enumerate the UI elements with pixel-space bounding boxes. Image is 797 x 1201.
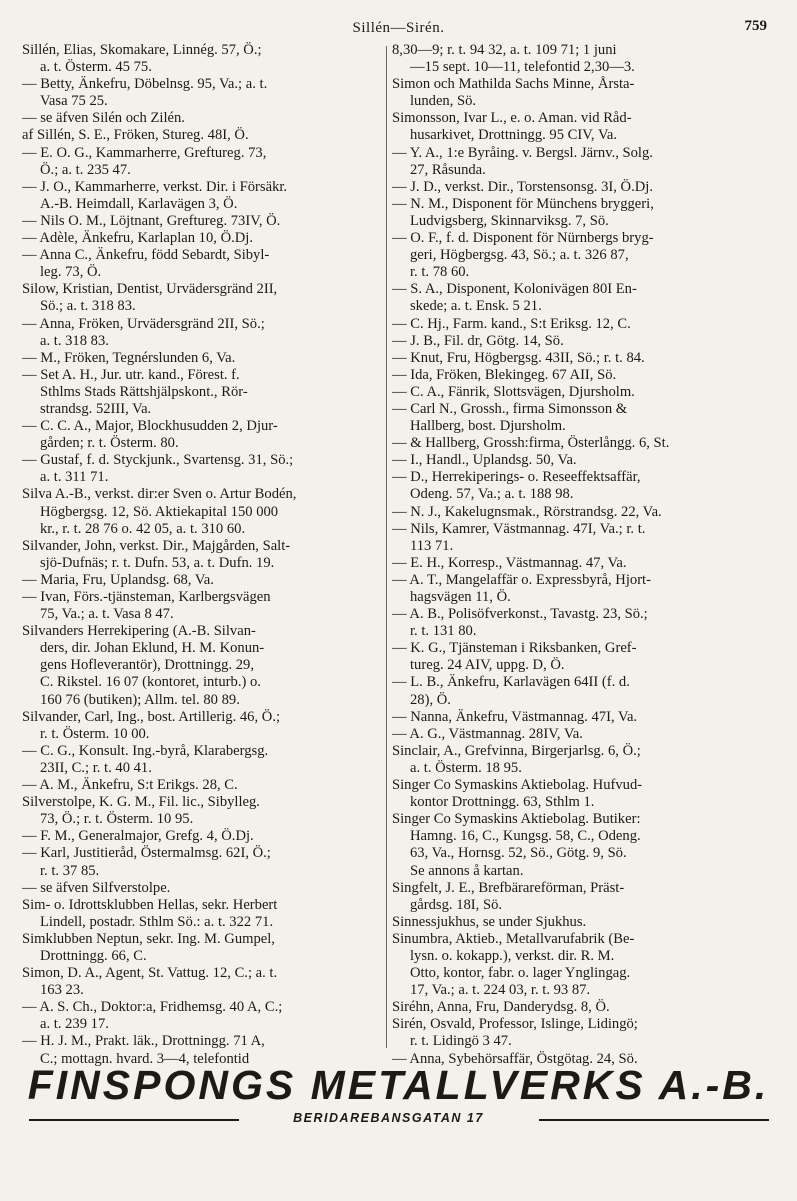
directory-line: Silow, Kristian, Dentist, Urvädersgränd 2II, xyxy=(22,281,278,298)
directory-line: — A. B., Polisöfverkonst., Tavastg. 23, Sö.; xyxy=(392,606,648,623)
directory-line: Hallberg, bost. Djursholm. xyxy=(410,418,566,435)
directory-line: a. t. Österm. 18 95. xyxy=(410,759,522,776)
directory-line: Ludvigsberg, Skinnarviksg. 7, Sö. xyxy=(410,212,609,229)
directory-line: r. t. Lidingö 3 47. xyxy=(410,1033,512,1050)
banner-rule-right xyxy=(539,1119,769,1121)
directory-line: — I., Handl., Uplandsg. 50, Va. xyxy=(392,452,577,469)
directory-line: 27, Råsunda. xyxy=(410,161,486,178)
directory-line: — Maria, Fru, Uplandsg. 68, Va. xyxy=(22,571,214,588)
directory-line: — M., Fröken, Tegnérslunden 6, Va. xyxy=(22,349,236,366)
directory-line: — N. M., Disponent för Münchens bryggeri, xyxy=(392,195,654,212)
directory-line: Hamng. 16, C., Kungsg. 58, C., Odeng. xyxy=(410,828,641,845)
directory-line: — F. M., Generalmajor, Grefg. 4, Ö.Dj. xyxy=(22,828,254,845)
directory-line: leg. 73, Ö. xyxy=(40,264,102,281)
banner-rule-left xyxy=(29,1119,239,1121)
directory-line: 8,30—9; r. t. 94 32, a. t. 109 71; 1 juni xyxy=(392,42,617,58)
directory-line: Sö.; a. t. 318 83. xyxy=(40,298,136,315)
directory-line: tureg. 24 AIV, uppg. D, Ö. xyxy=(410,657,565,674)
directory-line: strandsg. 52III, Va. xyxy=(40,400,152,417)
directory-line: a. t. 239 17. xyxy=(40,1016,109,1033)
directory-line: Lindell, postadr. Sthlm Sö.: a. t. 322 71. xyxy=(40,913,274,930)
column-divider xyxy=(386,46,387,1048)
directory-line: — L. B., Änkefru, Karlavägen 64II (f. d. xyxy=(392,674,630,691)
banner-subtitle-row xyxy=(29,1111,769,1127)
directory-line: Drottningg. 66, C. xyxy=(40,947,147,964)
directory-line: — A. T., Mangelaffär o. Expressbyrå, Hjort- xyxy=(392,571,651,588)
directory-line: — Adèle, Änkefru, Karlaplan 10, Ö.Dj. xyxy=(22,230,254,247)
directory-line: Silvander, John, verkst. Dir., Majgården, Salt- xyxy=(22,537,291,554)
directory-line: Singer Co Symaskins Aktiebolag. Hufvud- xyxy=(392,777,643,794)
directory-line: a. t. Österm. 45 75. xyxy=(40,59,152,76)
directory-line: 23II, C.; r. t. 40 41. xyxy=(40,759,152,776)
directory-line: Singfelt, J. E., Brefbärareförman, Präst- xyxy=(392,879,625,896)
directory-line: Singer Co Symaskins Aktiebolag. Butiker: xyxy=(392,811,641,828)
directory-line: Silvanders Herrekipering (A.-B. Silvan- xyxy=(22,623,256,640)
directory-line: — Anna, Fröken, Urvädersgränd 2II, Sö.; xyxy=(22,315,265,332)
directory-line: Sthlms Stads Rättshjälpskont., Rör- xyxy=(40,383,248,400)
directory-line: —15 sept. 10—11, telefontid 2,30—3. xyxy=(410,59,635,76)
directory-line: Sinumbra, Aktieb., Metallvarufabrik (Be- xyxy=(392,930,635,947)
directory-line: gården; r. t. Österm. 80. xyxy=(40,435,179,452)
directory-line: — Knut, Fru, Högbergsg. 43II, Sö.; r. t. 84. xyxy=(392,349,645,366)
directory-line: 63, Va., Hornsg. 52, Sö., Götg. 9, Sö. xyxy=(410,845,627,862)
page-number: 759 xyxy=(744,18,767,34)
page-header-title: Sillén—Sirén. xyxy=(352,20,445,36)
directory-line: — se äfven Silfverstolpe. xyxy=(22,879,171,896)
directory-line: — J. B., Fil. dr, Götg. 14, Sö. xyxy=(392,332,564,349)
directory-line: Simon och Mathilda Sachs Minne, Årsta- xyxy=(392,76,635,93)
directory-line: — H. J. M., Prakt. läk., Drottningg. 71 A, xyxy=(22,1033,265,1050)
directory-line: 17, Va.; a. t. 224 03, r. t. 93 87. xyxy=(410,982,591,999)
directory-line: lunden, Sö. xyxy=(410,93,477,110)
directory-line: skede; a. t. Ensk. 5 21. xyxy=(410,298,542,315)
directory-line: 163 23. xyxy=(40,982,84,999)
directory-line: — Gustaf, f. d. Styckjunk., Svartensg. 31, Sö.; xyxy=(22,452,294,469)
directory-line: Se annons å kartan. xyxy=(410,862,524,879)
banner-title: FINSPONGS METALLVERKS A.-B. xyxy=(27,1062,770,1108)
directory-line: — C. Hj., Farm. kand., S:t Eriksg. 12, C. xyxy=(392,315,631,332)
directory-line: — A. M., Änkefru, S:t Erikgs. 28, C. xyxy=(22,777,238,794)
directory-line: Silvander, Carl, Ing., bost. Artillerig. 46, Ö.; xyxy=(22,708,281,725)
directory-line: a. t. 311 71. xyxy=(40,469,109,486)
directory-line: — C. A., Fänrik, Slottsvägen, Djursholm. xyxy=(392,383,635,400)
directory-line: Högbergsg. 12, Sö. Aktiekapital 150 000 xyxy=(40,503,279,520)
directory-line: kontor Drottningg. 63, Sthlm 1. xyxy=(410,794,595,811)
directory-line: — E. H., Korresp., Västmannag. 47, Va. xyxy=(392,554,627,571)
directory-line: r. t. 37 85. xyxy=(40,862,100,879)
directory-line: — C. G., Konsult. Ing.-byrå, Klarabergsg. xyxy=(22,742,269,759)
directory-line: Simon, D. A., Agent, St. Vattug. 12, C.; a. t. xyxy=(22,965,278,982)
directory-line: gens Hofleverantör), Drottningg. 29, xyxy=(40,657,254,674)
directory-line: — D., Herrekiperings- o. Reseeffektsaffär, xyxy=(392,469,641,486)
directory-line: Sillén, Elias, Skomakare, Linnég. 57, Ö.; xyxy=(22,42,262,58)
directory-line: Ö.; a. t. 235 47. xyxy=(40,161,131,178)
directory-line: — A. S. Ch., Doktor:a, Fridhemsg. 40 A, C.; xyxy=(22,999,283,1016)
directory-line: Sinnessjukhus, se under Sjukhus. xyxy=(392,913,587,930)
directory-line: 73, Ö.; r. t. Österm. 10 95. xyxy=(40,811,194,828)
directory-line: Siréhn, Anna, Fru, Danderydsg. 8, Ö. xyxy=(392,999,610,1016)
directory-line: — Set A. H., Jur. utr. kand., Förest. f. xyxy=(22,366,240,383)
directory-line: — Y. A., 1:e Byråing. v. Bergsl. Järnv., Solg. xyxy=(392,144,653,161)
directory-line: Silva A.-B., verkst. dir:er Sven o. Artur Bodén, xyxy=(22,486,297,503)
directory-line: geri, Högbergsg. 43, Sö.; a. t. 326 87, xyxy=(410,247,629,264)
directory-line: 28), Ö. xyxy=(410,691,451,708)
directory-line: — Ivan, Förs.-tjänsteman, Karlbergsvägen xyxy=(22,589,271,605)
directory-line: — Nanna, Änkefru, Västmannag. 47I, Va. xyxy=(392,708,638,725)
directory-line: r. t. Österm. 10 00. xyxy=(40,725,150,742)
directory-line: — & Hallberg, Grossh:firma, Österlångg. 6, St. xyxy=(392,435,670,452)
directory-line: a. t. 318 83. xyxy=(40,332,109,349)
directory-line: 75, Va.; a. t. Vasa 8 47. xyxy=(40,606,174,623)
directory-line: husarkivet, Drottningg. 95 CIV, Va. xyxy=(410,127,618,144)
directory-line: — A. G., Västmannag. 28IV, Va. xyxy=(392,725,583,742)
directory-line: — Betty, Änkefru, Döbelnsg. 95, Va.; a. t. xyxy=(22,76,268,93)
directory-line: 113 71. xyxy=(410,537,454,554)
banner-subtitle: BERIDAREBANSGATAN 17 xyxy=(293,1111,484,1125)
directory-line: A.-B. Heimdall, Karlavägen 3, Ö. xyxy=(40,195,238,212)
directory-line: — Anna C., Änkefru, född Sebardt, Sibyl- xyxy=(22,247,270,264)
directory-line: Otto, kontor, fabr. o. lager Ynglingag. xyxy=(410,965,631,982)
right-column xyxy=(392,42,772,1068)
directory-line: C. Rikstel. 16 07 (kontoret, inturb.) o. xyxy=(40,674,261,691)
directory-line: — S. A., Disponent, Kolonivägen 80I En- xyxy=(392,281,637,298)
directory-line: — C. C. A., Major, Blockhusudden 2, Djur- xyxy=(22,418,278,435)
directory-line: gårdsg. 18I, Sö. xyxy=(410,896,503,913)
directory-line: af Sillén, S. E., Fröken, Stureg. 48I, Ö. xyxy=(22,127,249,144)
directory-line: Simonsson, Ivar L., e. o. Aman. vid Råd- xyxy=(392,110,632,127)
directory-line: Silverstolpe, K. G. M., Fil. lic., Sibylleg. xyxy=(22,794,260,811)
directory-line: — N. J., Kakelugnsmak., Rörstrandsg. 22, Va. xyxy=(392,503,662,520)
directory-line: — J. O., Kammarherre, verkst. Dir. i Försäkr. xyxy=(22,178,288,195)
directory-line: r. t. 78 60. xyxy=(410,264,470,281)
directory-line: Sinclair, A., Grefvinna, Birgerjarlsg. 6, Ö.; xyxy=(392,742,641,759)
advertisement-banner xyxy=(0,1062,797,1127)
directory-line: — se äfven Silén och Zilén. xyxy=(22,110,185,127)
directory-line: — Anna, Sybehörsaffär, Östgötag. 24, Sö. xyxy=(392,1050,638,1067)
directory-line: Sim- o. Idrottsklubben Hellas, sekr. Herbert xyxy=(22,896,278,913)
directory-line: Simklubben Neptun, sekr. Ing. M. Gumpel, xyxy=(22,930,275,947)
directory-line: lysn. o. kokapp.), verkst. dir. R. M. xyxy=(410,947,615,964)
directory-line: hagsvägen 11, Ö. xyxy=(410,589,511,605)
directory-line: Sirén, Osvald, Professor, Islinge, Lidingö; xyxy=(392,1016,638,1033)
directory-line: C.; mottagn. hvard. 3—4, telefontid xyxy=(40,1050,250,1067)
directory-line: — Nils O. M., Löjtnant, Greftureg. 73IV, Ö. xyxy=(22,212,281,229)
directory-line: — O. F., f. d. Disponent för Nürnbergs bryg- xyxy=(392,230,654,247)
directory-line: kr., r. t. 28 76 o. 42 05, a. t. 310 60. xyxy=(40,520,246,537)
directory-line: — E. O. G., Kammarherre, Greftureg. 73, xyxy=(22,144,267,161)
directory-line: — Ida, Fröken, Blekingeg. 67 AII, Sö. xyxy=(392,366,617,383)
directory-line: — Carl N., Grossh., firma Simonsson & xyxy=(392,400,628,417)
directory-line: Vasa 75 25. xyxy=(40,93,108,110)
directory-line: — Nils, Kamrer, Västmannag. 47I, Va.; r. t. xyxy=(392,520,646,537)
directory-line: sjö-Dufnäs; r. t. Dufn. 53, a. t. Dufn. 19. xyxy=(40,554,275,571)
directory-line: — Karl, Justitieråd, Östermalmsg. 62I, Ö.; xyxy=(22,845,271,862)
directory-line: — J. D., verkst. Dir., Torstensonsg. 3I, Ö.Dj. xyxy=(392,178,653,195)
directory-line: r. t. 131 80. xyxy=(410,623,477,640)
directory-line: ders, dir. Johan Eklund, H. M. Konun- xyxy=(40,640,265,657)
directory-line: 160 76 (butiken); Allm. tel. 80 89. xyxy=(40,691,240,708)
directory-line: — K. G., Tjänsteman i Riksbanken, Gref- xyxy=(392,640,637,657)
left-column xyxy=(22,42,384,1068)
directory-line: Odeng. 57, Va.; a. t. 188 98. xyxy=(410,486,574,503)
